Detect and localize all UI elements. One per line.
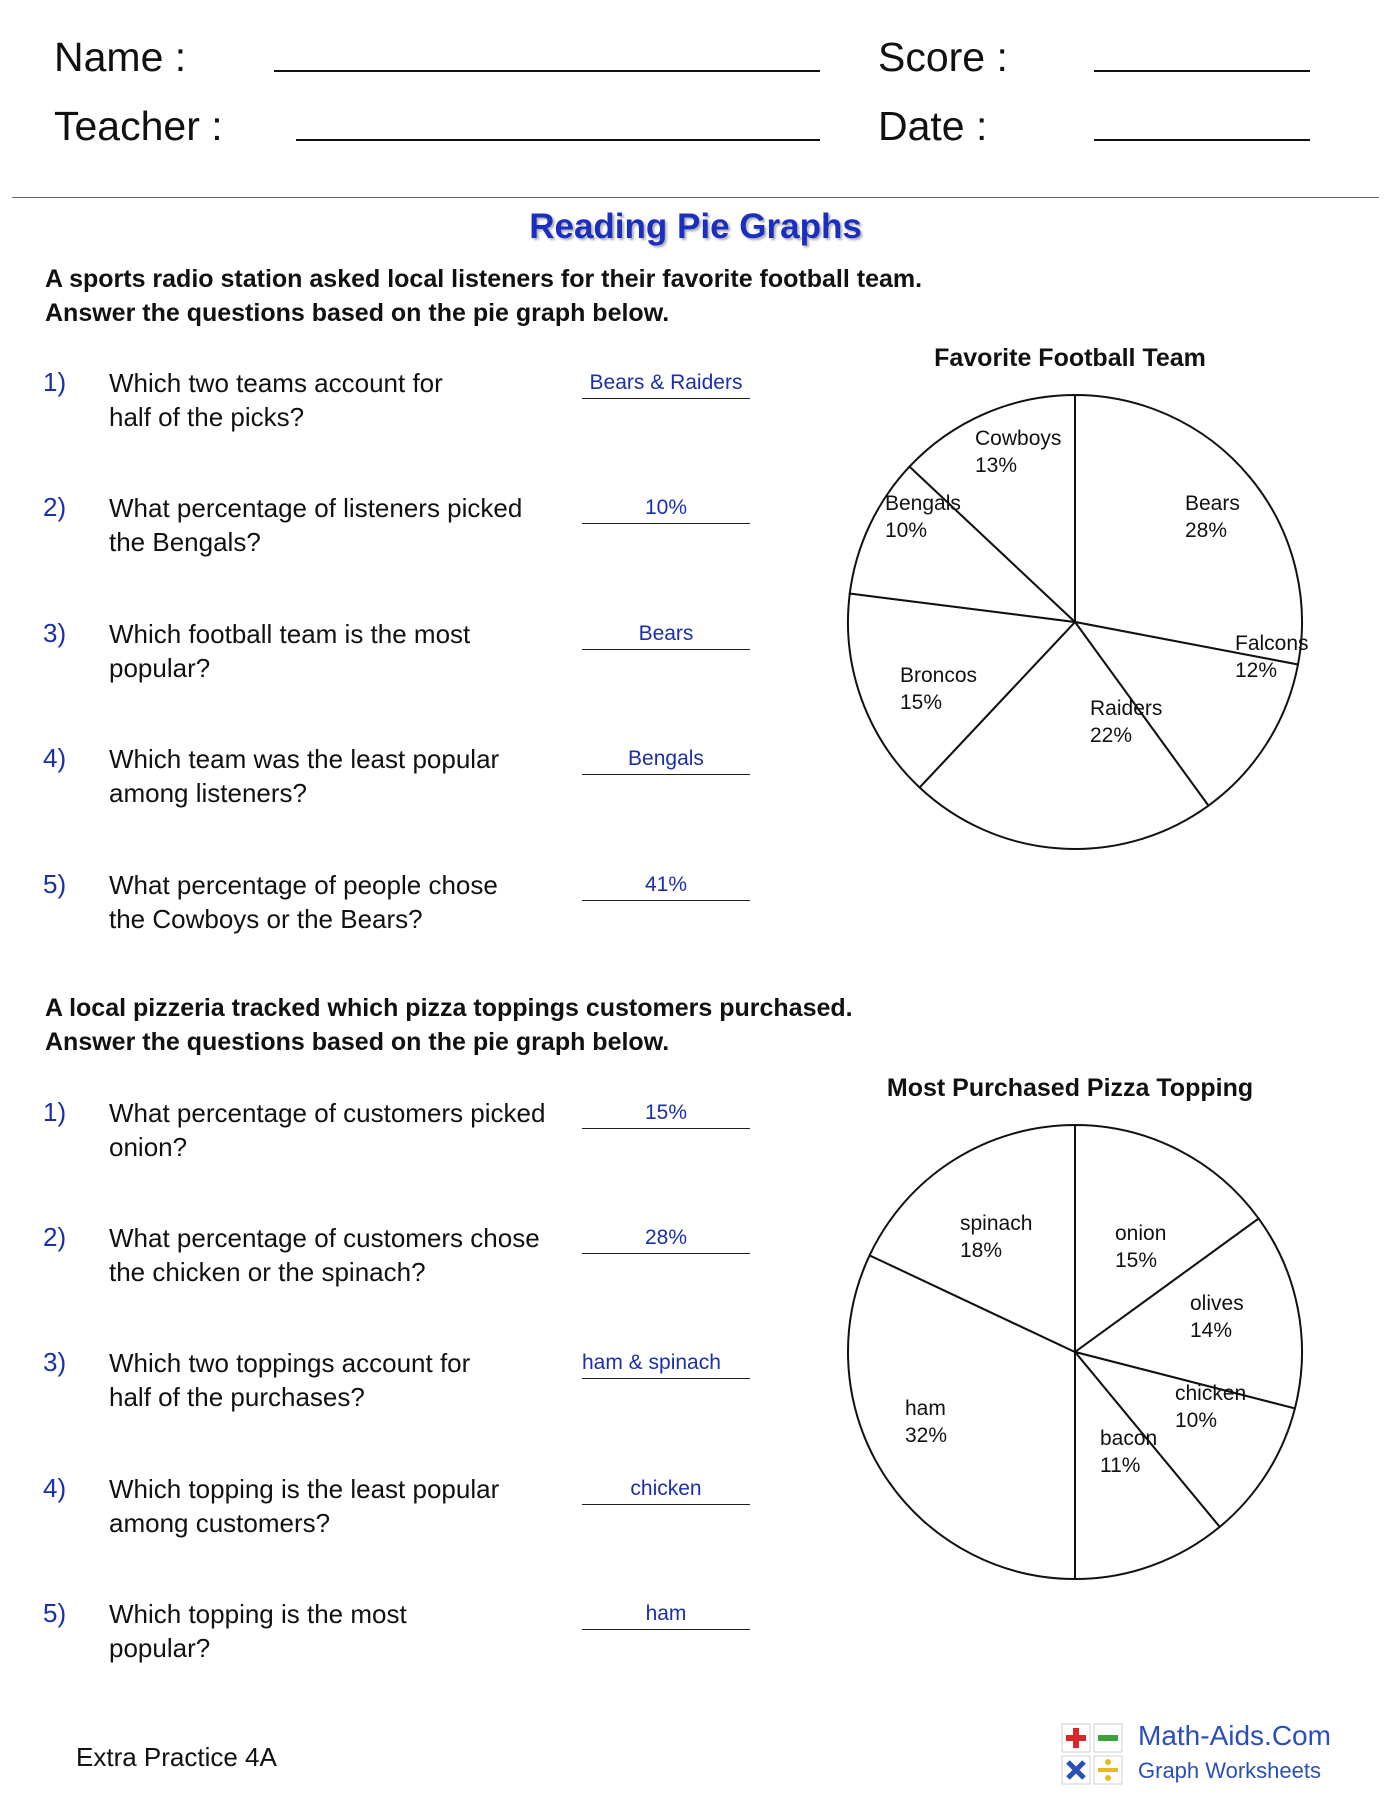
question-line1: What percentage of listeners picked	[109, 493, 523, 523]
brand-subtitle: Graph Worksheets	[1138, 1758, 1322, 1783]
question-text	[109, 1597, 579, 1665]
teacher-field-line[interactable]	[296, 139, 820, 141]
question-line1: Which two toppings account for	[109, 1348, 471, 1378]
answer-text: ham	[645, 1602, 687, 1625]
answer-text: 10%	[644, 496, 688, 519]
slice-percent-label: 32%	[905, 1424, 948, 1447]
answer-text: Bengals	[628, 747, 704, 770]
answer-field[interactable]	[582, 370, 750, 399]
question-line1: What percentage of customers chose	[109, 1223, 540, 1253]
slice-label: Bears	[1185, 492, 1240, 515]
answer-field[interactable]	[582, 872, 750, 901]
slice-percent-label: 15%	[1115, 1249, 1158, 1272]
score-label: Score :	[878, 34, 1008, 80]
question-line1: Which two teams account for	[109, 368, 443, 398]
answer-field[interactable]	[582, 621, 750, 650]
slice-percent-label: 11%	[1100, 1454, 1141, 1477]
chart2-pie	[830, 1115, 1310, 1585]
chart2-title: Most Purchased Pizza Topping	[886, 1074, 1254, 1102]
date-label: Date :	[878, 103, 988, 149]
header-divider	[12, 197, 1379, 198]
question-text	[109, 1472, 579, 1540]
answer-field[interactable]	[582, 1476, 750, 1505]
slice-percent-label: 10%	[885, 519, 928, 542]
question-text	[109, 1221, 579, 1289]
section2-intro	[45, 991, 853, 1059]
section1-intro	[45, 262, 922, 330]
question-number: 2)	[43, 1222, 67, 1252]
slice-label: spinach	[960, 1212, 1033, 1235]
math-aids-logo-icon	[1058, 1720, 1126, 1786]
question-line2: onion?	[109, 1132, 188, 1162]
question-text	[109, 868, 579, 936]
answer-text: 41%	[644, 873, 688, 896]
answer-text: 28%	[644, 1226, 688, 1249]
question-line1: Which football team is the most	[109, 619, 471, 649]
question-line2: half of the picks?	[109, 402, 305, 432]
slice-label: ham	[905, 1397, 946, 1420]
section1-intro-line2: Answer the questions based on the pie graph below.	[45, 299, 670, 327]
question-number: 5)	[43, 1598, 67, 1628]
question-line2: the Cowboys or the Bears?	[109, 904, 423, 934]
brand-name: Math-Aids.Com	[1138, 1720, 1331, 1751]
question-text	[109, 742, 579, 810]
slice-percent-label: 10%	[1175, 1409, 1218, 1432]
chart2-slices	[848, 1125, 1302, 1579]
question-line1: What percentage of customers picked	[109, 1098, 546, 1128]
slice-label: Broncos	[900, 664, 978, 687]
slice-percent-label: 28%	[1185, 519, 1228, 542]
answer-text: 15%	[644, 1101, 688, 1124]
slice-percent-label: 13%	[975, 454, 1018, 477]
question-line2: the Bengals?	[109, 527, 261, 557]
question-line1: Which team was the least popular	[109, 744, 500, 774]
answer-field[interactable]	[582, 1350, 750, 1379]
answer-text: Bears	[638, 622, 694, 645]
question-text	[109, 491, 579, 559]
question-number: 3)	[43, 618, 67, 648]
answer-field[interactable]	[582, 495, 750, 524]
slice-label: Falcons	[1235, 632, 1309, 655]
answer-text: chicken	[630, 1477, 702, 1500]
question-line2: popular?	[109, 653, 211, 683]
chart1-slices	[848, 395, 1309, 849]
question-line2: popular?	[109, 1633, 211, 1663]
question-line2: the chicken or the spinach?	[109, 1257, 426, 1287]
slice-percent-label: 18%	[960, 1239, 1003, 1262]
question-line2: among listeners?	[109, 778, 307, 808]
page-title: Reading Pie Graphs	[529, 207, 862, 246]
question-line2: among customers?	[109, 1508, 331, 1538]
question-number: 1)	[43, 1097, 67, 1127]
question-line1: Which topping is the most	[109, 1599, 407, 1629]
question-text	[109, 617, 579, 685]
question-text	[109, 1346, 579, 1414]
name-label: Name :	[54, 34, 187, 80]
slice-label: bacon	[1100, 1427, 1158, 1450]
question-number: 3)	[43, 1347, 67, 1377]
question-number: 5)	[43, 869, 67, 899]
answer-field[interactable]	[582, 1225, 750, 1254]
answer-field[interactable]	[582, 746, 750, 775]
slice-label: chicken	[1175, 1382, 1247, 1405]
answer-field[interactable]	[582, 1601, 750, 1630]
question-number: 4)	[43, 1473, 67, 1503]
answer-text: Bears & Raiders	[589, 371, 743, 394]
date-field-line[interactable]	[1094, 139, 1310, 141]
section2-intro-line1: A local pizzeria tracked which pizza toppings customers purchased.	[45, 994, 853, 1022]
answer-text: ham & spinach	[582, 1351, 721, 1374]
chart1-pie	[830, 385, 1310, 855]
question-line2: half of the purchases?	[109, 1382, 365, 1412]
slice-label: onion	[1115, 1222, 1167, 1245]
score-field-line[interactable]	[1094, 70, 1310, 72]
slice-label: Cowboys	[975, 427, 1062, 450]
question-line1: Which topping is the least popular	[109, 1474, 500, 1504]
slice-percent-label: 12%	[1235, 659, 1278, 682]
question-number: 1)	[43, 367, 67, 397]
section2-intro-line2: Answer the questions based on the pie graph below.	[45, 1028, 670, 1056]
question-text	[109, 366, 579, 434]
slice-label: olives	[1190, 1292, 1244, 1315]
answer-field[interactable]	[582, 1100, 750, 1129]
slice-percent-label: 22%	[1090, 724, 1133, 747]
teacher-label: Teacher :	[54, 103, 223, 149]
slice-label: Raiders	[1090, 697, 1163, 720]
question-text	[109, 1096, 579, 1164]
question-number: 4)	[43, 743, 67, 773]
question-number: 2)	[43, 492, 67, 522]
section1-intro-line1: A sports radio station asked local listeners for their favorite football team.	[45, 265, 923, 293]
chart1-title: Favorite Football Team	[934, 344, 1206, 372]
question-line1: What percentage of people chose	[109, 870, 498, 900]
slice-percent-label: 14%	[1190, 1319, 1233, 1342]
slice-percent-label: 15%	[900, 691, 943, 714]
practice-label: Extra Practice 4A	[76, 1742, 277, 1772]
slice-label: Bengals	[885, 492, 961, 515]
name-field-line[interactable]	[274, 70, 820, 72]
